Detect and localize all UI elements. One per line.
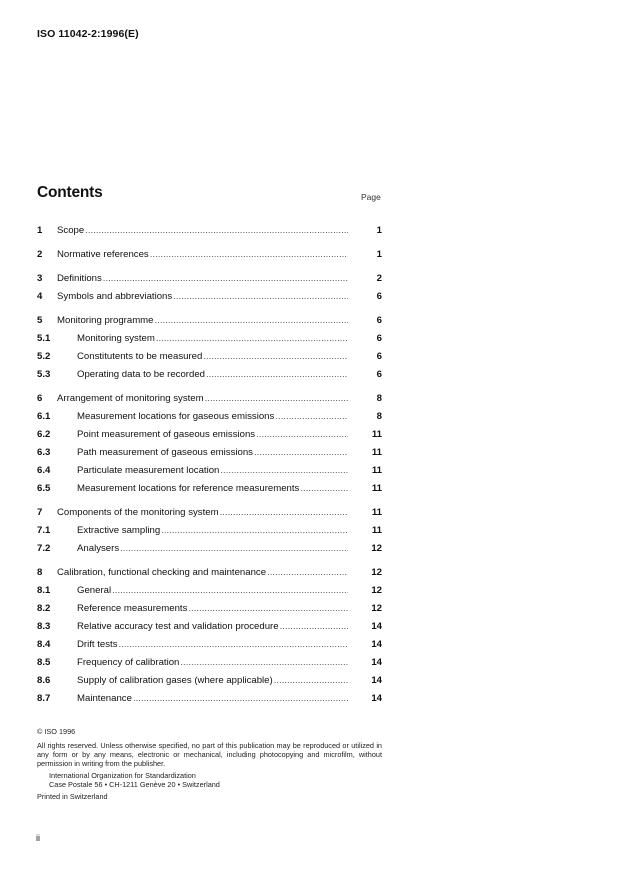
toc-entry[interactable] [37,564,382,582]
table-of-contents [37,222,382,708]
toc-entry-title: Definitions [57,273,102,284]
toc-entry-number: 7.1 [37,525,51,536]
toc-entry-number: 8.1 [37,585,51,596]
toc-entry-title: Reference measurements [77,603,188,614]
toc-entry-title: Normative references [57,249,149,260]
toc-entry-title: Components of the monitoring system [57,507,219,518]
toc-entry[interactable] [37,480,382,498]
toc-entry-number: 1 [37,225,43,236]
dot-leader [119,636,348,654]
dot-leader [220,462,348,480]
toc-entry-page: 12 [371,567,382,578]
toc-entry-page: 12 [371,543,382,554]
toc-entry-title: Extractive sampling [77,525,161,536]
dot-leader [155,312,348,330]
dot-leader [203,348,348,366]
dot-leader [205,390,348,408]
toc-entry-title: General [77,585,112,596]
dot-leader [156,330,348,348]
toc-entry-number: 5.3 [37,369,51,380]
toc-entry-number: 4 [37,291,43,302]
toc-entry-title: Calibration, functional checking and maintenance [57,567,267,578]
dot-leader [275,408,348,426]
toc-entry-page: 8 [376,411,382,422]
toc-entry-title: Particulate measurement location [77,465,220,476]
toc-entry[interactable] [37,288,382,306]
toc-entry[interactable] [37,690,382,708]
toc-entry-page: 11 [371,507,382,518]
toc-entry-number: 5.1 [37,333,51,344]
toc-entry-page: 11 [371,483,382,494]
toc-entry-page: 6 [376,351,382,362]
toc-entry[interactable] [37,348,382,366]
toc-entry-title: Drift tests [77,639,118,650]
toc-entry-title: Scope [57,225,85,236]
dot-leader [161,522,348,540]
toc-entry-page: 14 [371,639,382,650]
toc-entry-number: 5 [37,315,43,326]
dot-leader [180,654,348,672]
toc-entry-page: 6 [376,291,382,302]
toc-entry-title: Frequency of calibration [77,657,180,668]
toc-entry-page: 14 [371,621,382,632]
toc-entry[interactable] [37,270,382,288]
toc-entry[interactable] [37,312,382,330]
toc-entry[interactable] [37,600,382,618]
toc-entry[interactable] [37,408,382,426]
toc-entry-number: 8.5 [37,657,51,668]
toc-entry-number: 6.5 [37,483,51,494]
toc-entry-page: 14 [371,693,382,704]
dot-leader [85,222,348,240]
toc-entry-title: Measurement locations for gaseous emissions [77,411,275,422]
toc-entry-number: 7.2 [37,543,51,554]
toc-entry-number: 2 [37,249,43,260]
toc-entry[interactable] [37,504,382,522]
toc-entry[interactable] [37,654,382,672]
dot-leader [256,426,348,444]
toc-entry[interactable] [37,222,382,240]
toc-entry-page: 11 [371,447,382,458]
toc-entry-page: 11 [371,525,382,536]
dot-leader [280,618,348,636]
dot-leader [173,288,348,306]
toc-entry-title: Operating data to be recorded [77,369,206,380]
toc-entry-number: 8.6 [37,675,51,686]
toc-entry-page: 14 [371,657,382,668]
toc-entry[interactable] [37,366,382,384]
toc-entry[interactable] [37,672,382,690]
toc-entry-number: 3 [37,273,43,284]
toc-entry-page: 14 [371,675,382,686]
dot-leader [220,504,348,522]
toc-entry-title: Relative accuracy test and validation procedure [77,621,279,632]
toc-entry-page: 6 [376,333,382,344]
page-column-label: Page [361,192,381,202]
copyright-block [37,727,382,801]
dot-leader [300,480,348,498]
toc-entry-number: 7 [37,507,43,518]
toc-entry-number: 8 [37,567,43,578]
toc-entry-number: 6.4 [37,465,51,476]
toc-entry-number: 6.1 [37,411,51,422]
toc-entry-number: 8.3 [37,621,51,632]
toc-entry-title: Monitoring programme [57,315,154,326]
toc-entry-title: Supply of calibration gases (where applicable) [77,675,273,686]
dot-leader [133,690,348,708]
toc-entry[interactable] [37,582,382,600]
toc-entry[interactable] [37,462,382,480]
toc-entry-page: 12 [371,603,382,614]
toc-entry-page: 2 [376,273,382,284]
toc-entry-number: 6.2 [37,429,51,440]
toc-entry[interactable] [37,330,382,348]
toc-entry-number: 8.7 [37,693,51,704]
toc-entry-title: Maintenance [77,693,132,704]
toc-entry-number: 8.2 [37,603,51,614]
dot-leader [254,444,348,462]
toc-entry[interactable] [37,246,382,264]
toc-entry[interactable] [37,522,382,540]
dot-leader [120,540,348,558]
dot-leader [103,270,348,288]
toc-entry[interactable] [37,426,382,444]
dot-leader [267,564,348,582]
toc-entry[interactable] [37,390,382,408]
toc-entry-page: 1 [376,225,382,236]
toc-entry-title: Point measurement of gaseous emissions [77,429,256,440]
toc-entry-page: 6 [376,369,382,380]
publisher-address: Case Postale 56 • CH-1211 Genève 20 • Switzerland [49,780,220,789]
printed-in: Printed in Switzerland [37,792,108,801]
page-number: ii [36,833,40,843]
copyright-notice: © ISO 1996 [37,727,76,736]
dot-leader [206,366,348,384]
toc-entry[interactable] [37,618,382,636]
toc-entry-title: Measurement locations for reference measurements [77,483,300,494]
dot-leader [188,600,348,618]
toc-entry[interactable] [37,444,382,462]
document-code-header: ISO 11042-2:1996(E) [37,28,139,40]
toc-entry-title: Monitoring system [77,333,155,344]
toc-entry-title: Arrangement of monitoring system [57,393,204,404]
toc-entry-number: 6 [37,393,43,404]
toc-entry-title: Path measurement of gaseous emissions [77,447,253,458]
toc-entry-number: 5.2 [37,351,51,362]
toc-entry-title: Symbols and abbreviations [57,291,173,302]
toc-entry[interactable] [37,636,382,654]
toc-entry-title: Analysers [77,543,120,554]
toc-entry-page: 11 [371,465,382,476]
toc-entry-page: 11 [371,429,382,440]
toc-entry-number: 6.3 [37,447,51,458]
toc-entry-title: Constitutents to be measured [77,351,203,362]
toc-entry-page: 1 [376,249,382,260]
dot-leader [274,672,348,690]
dot-leader [150,246,348,264]
publisher-name: International Organization for Standardization [49,771,196,780]
toc-entry-page: 6 [376,315,382,326]
dot-leader [112,582,348,600]
contents-title: Contents [37,184,103,201]
toc-entry-page: 8 [376,393,382,404]
toc-entry-page: 12 [371,585,382,596]
rights-statement: All rights reserved. Unless otherwise specified, no part of this publication may be reproduced or utilized in any form or by any means, electronic or mechanical, including photocopying and microfilm, without permission in writing from the publisher. [37,741,382,768]
toc-entry-number: 8.4 [37,639,51,650]
toc-entry[interactable] [37,540,382,558]
